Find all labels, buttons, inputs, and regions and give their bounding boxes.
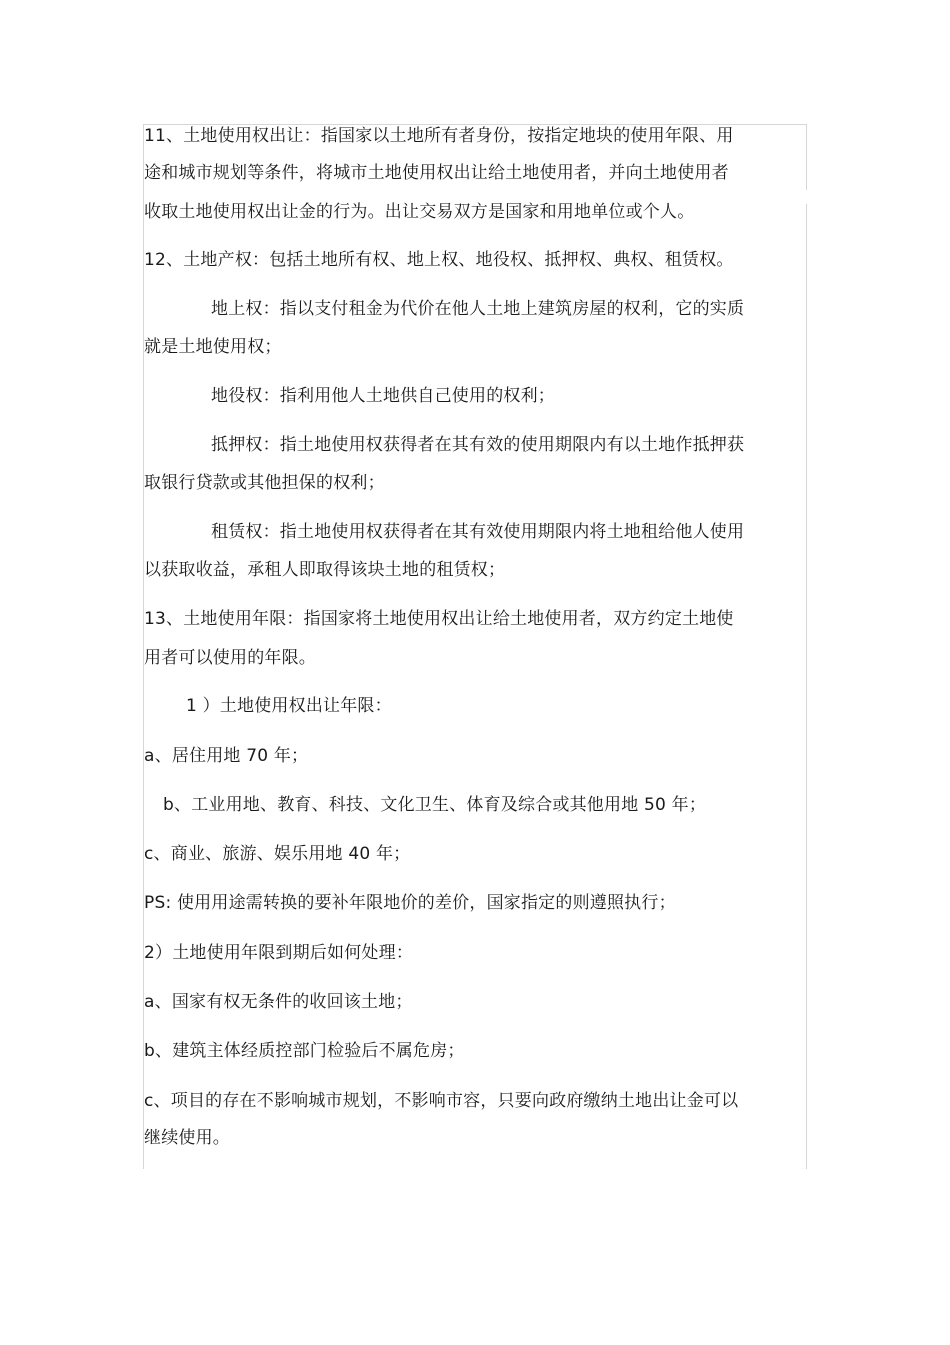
list-item-reclaim: a、国家有权无条件的收回该土地； [144, 992, 413, 1012]
list-item-commercial: c、商业、旅游、娱乐用地 40 年； [144, 844, 411, 864]
paragraph-11-line-2: 途和城市规划等条件，将城市土地使用权出让给土地使用者，并向土地使用者 [144, 163, 729, 183]
list-item-residential: a、居住用地 70 年； [144, 746, 309, 766]
list-item-industrial: b、工业用地、教育、科技、文化卫生、体育及综合或其他用地 50 年； [163, 795, 707, 815]
term-subheading-2: 2）土地使用年限到期后如何处理： [144, 943, 414, 963]
term-subheading-1: 1 ）土地使用权出让年限： [186, 696, 392, 716]
surface-right-line-2: 就是土地使用权； [144, 337, 282, 357]
mortgage-line-1: 抵押权：指土地使用权获得者在其有效的使用期限内有以土地作抵押获 [211, 435, 745, 455]
mortgage-line-2: 取银行贷款或其他担保的权利； [144, 473, 385, 493]
paragraph-12-heading: 12、土地产权：包括土地所有权、地上权、地役权、抵押权、典权、租赁权。 [144, 250, 734, 270]
paragraph-13-line-2: 用者可以使用的年限。 [144, 648, 316, 668]
list-item-inspection: b、建筑主体经质控部门检验后不属危房； [144, 1041, 465, 1061]
ps-note: PS: 使用用途需转换的要补年限地价的差价，国家指定的则遵照执行； [144, 893, 676, 913]
paragraph-11-line-3: 收取土地使用权出让金的行为。出让交易双方是国家和用地单位或个人。 [144, 202, 695, 222]
easement-line: 地役权：指利用他人土地供自己使用的权利； [211, 386, 555, 406]
lease-line-2: 以获取收益，承租人即取得该块土地的租赁权； [144, 560, 506, 580]
frame-right-border-lower [806, 204, 807, 1169]
surface-right-line-1: 地上权：指以支付租金为代价在他人土地上建筑房屋的权利，它的实质 [211, 299, 745, 319]
lease-line-1: 租赁权：指土地使用权获得者在其有效使用期限内将土地租给他人使用 [211, 522, 745, 542]
paragraph-11-line-1: 11、土地使用权出让：指国家以土地所有者身份，按指定地块的使用年限、用 [144, 126, 734, 146]
frame-right-border-upper [806, 124, 807, 190]
list-item-continue-line-1: c、项目的存在不影响城市规划，不影响市容，只要向政府缴纳土地出让金可以 [144, 1091, 739, 1111]
list-item-continue-line-2: 继续使用。 [144, 1128, 230, 1148]
paragraph-13-line-1: 13、土地使用年限：指国家将土地使用权出让给土地使用者，双方约定土地使 [144, 609, 734, 629]
